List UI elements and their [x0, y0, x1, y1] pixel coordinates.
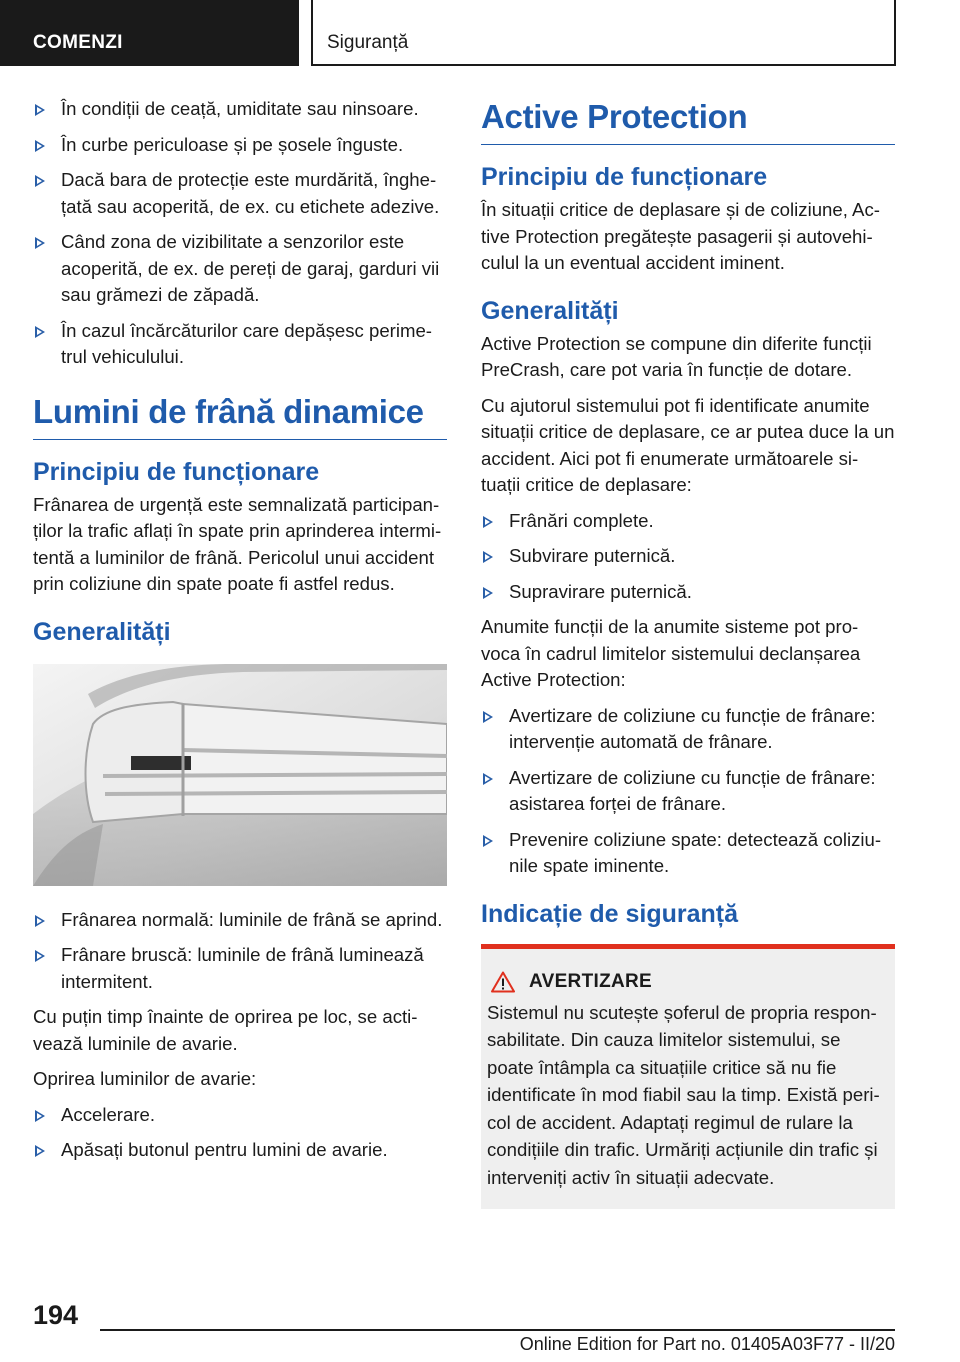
- warning-triangle-icon: [491, 971, 515, 993]
- triangle-bullet-icon: [483, 835, 493, 847]
- chapter-tab[interactable]: Siguranță: [311, 0, 896, 66]
- subheading: Principiu de funcționare: [33, 457, 320, 486]
- section-title: Lumini de frână dinamice: [33, 391, 447, 440]
- subheading: Indicație de siguranță: [481, 899, 739, 928]
- triangle-bullet-icon: [35, 915, 45, 927]
- section-tab[interactable]: COMENZI: [0, 0, 299, 66]
- paragraph: Anumite funcții de la anumite sisteme pot pro-voca în cadrul limitelor sistemului declanșarea Active Protection:: [481, 616, 861, 690]
- section-title: Active Protection: [481, 96, 895, 145]
- hazard-off-list: [33, 1102, 447, 1164]
- list-item: Prevenire coliziune spate: detectează coliziu-nile spate iminente.: [481, 827, 895, 880]
- right-column: [481, 96, 895, 1209]
- list-item: Când zona de vizibilitate a senzorilor este acoperită, de ex. de pereți de garaj, garduri vii sau grămezi de zăpadă.: [33, 229, 447, 309]
- list-item: În condiții de ceață, umiditate sau ninsoare.: [33, 96, 447, 123]
- left-column: [33, 96, 447, 1173]
- brake-light-list: [33, 907, 447, 996]
- brake-light-photo: [33, 664, 447, 886]
- paragraph: Active Protection se compune din diferite funcții PreCrash, care pot varia în funcție de dotare.: [481, 332, 872, 380]
- list-item: Supravirare puternică.: [481, 579, 895, 606]
- paragraph: Oprirea luminilor de avarie:: [33, 1068, 257, 1089]
- paragraph: În situații critice de deplasare și de coliziune, Ac-tive Protection pregătește pasagerii și autovehi-culul la un eventual accident iminent.: [481, 199, 880, 273]
- warning-box: [481, 944, 895, 1210]
- subheading: Generalități: [33, 617, 171, 646]
- list-item: Frânări complete.: [481, 508, 895, 535]
- triangle-bullet-icon: [483, 711, 493, 723]
- triangle-bullet-icon: [35, 326, 45, 338]
- list-item: Accelerare.: [33, 1102, 447, 1129]
- subheading: Principiu de funcționare: [481, 163, 768, 191]
- sensor-limit-list: [33, 96, 447, 371]
- triangle-bullet-icon: [35, 1110, 45, 1122]
- list-item: Dacă bara de protecție este murdărită, înghe-țată sau acoperită, de ex. cu etichete adezive.: [33, 167, 447, 220]
- paragraph: Frânarea de urgență este semnalizată participan-ților la trafic aflați în spate prin aprinderea intermi-tentă a luminilor de frână. Pericolul unui accident prin coliziune din spate poate fi astfel redus.: [33, 493, 442, 594]
- list-item: Avertizare de coliziune cu funcție de frânare: asistarea forței de frânare.: [481, 765, 895, 818]
- triangle-bullet-icon: [35, 1145, 45, 1157]
- list-item: În curbe periculoase și pe șosele înguste.: [33, 132, 447, 159]
- page-header: [0, 0, 960, 66]
- triangle-bullet-icon: [483, 773, 493, 785]
- edition-info: Online Edition for Part no. 01405A03F77 - II/20: [519, 1334, 895, 1354]
- trigger-functions-list: [481, 703, 895, 880]
- paragraph: Cu ajutorul sistemului pot fi identificate anumite situații critice de deplasare, ce ar putea duce la un accident. Aici pot fi enumerate următoarele si-tuații critice de deplasare:: [481, 394, 895, 495]
- triangle-bullet-icon: [35, 140, 45, 152]
- critical-situations-list: [481, 508, 895, 606]
- list-item: Avertizare de coliziune cu funcție de frânare: intervenție automată de frânare.: [481, 703, 895, 756]
- triangle-bullet-icon: [483, 516, 493, 528]
- paragraph: Cu puțin timp înainte de oprirea pe loc, se acti-vează luminile de avarie.: [33, 1006, 418, 1054]
- list-item: În cazul încărcăturilor care depășesc perime-trul vehiculului.: [33, 318, 447, 371]
- warning-header: [487, 971, 887, 993]
- triangle-bullet-icon: [35, 104, 45, 116]
- subheading: Generalități: [481, 296, 619, 325]
- list-item: Frânarea normală: luminile de frână se aprind.: [33, 907, 447, 934]
- list-item: Subvirare puternică.: [481, 543, 895, 570]
- triangle-bullet-icon: [35, 237, 45, 249]
- warning-text: Sistemul nu scutește șoferul de propria respon-sabilitate. Din cauza limitelor sistemului, se poate întâmpla ca situațiile critice să nu fie identificate în mod fiabil sau la timp. Există peri-col de accident. Adaptați regimul de rulare la condițiile din trafic. Urmăriți acțiunile din trafic și interveniți activ în situații adecvate.: [487, 1001, 880, 1188]
- list-item: Apăsați butonul pentru lumini de avarie.: [33, 1137, 447, 1164]
- triangle-bullet-icon: [35, 175, 45, 187]
- triangle-bullet-icon: [483, 587, 493, 599]
- warning-title: AVERTIZARE: [529, 970, 652, 992]
- triangle-bullet-icon: [483, 551, 493, 563]
- footer-divider: [100, 1329, 895, 1331]
- page-number: 194: [33, 1300, 79, 1330]
- triangle-bullet-icon: [35, 950, 45, 962]
- list-item: Frânare bruscă: luminile de frână luminează intermitent.: [33, 942, 447, 995]
